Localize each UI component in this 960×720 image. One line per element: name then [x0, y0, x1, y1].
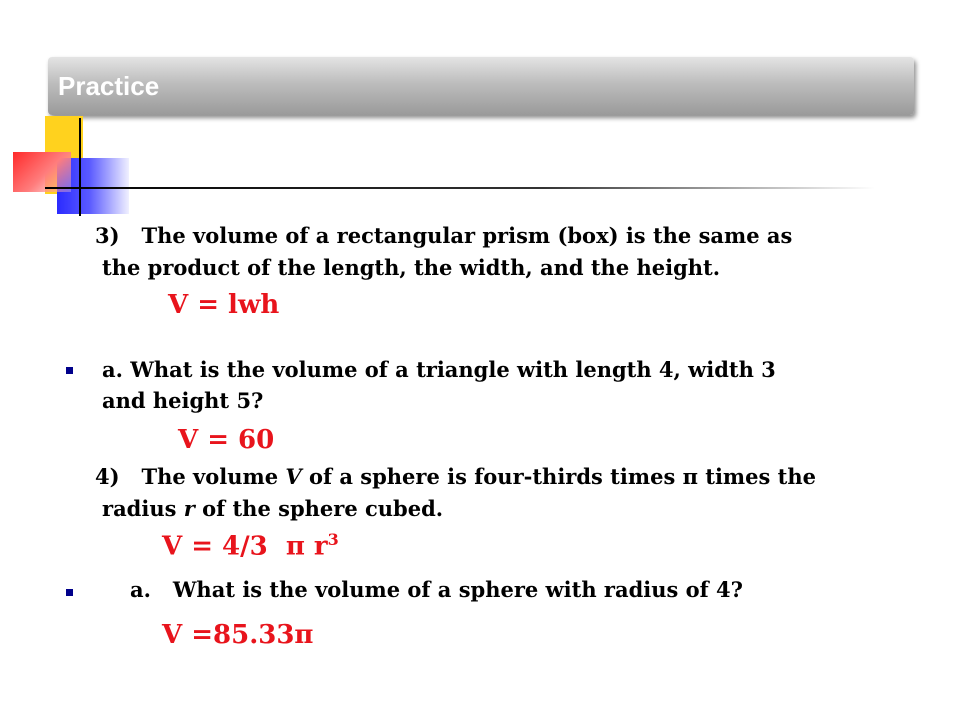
problem4-line1-part2: of a sphere is four-thirds times π times the	[301, 464, 816, 489]
horizontal-rule	[45, 187, 875, 189]
problem4-line1-part1: 4) The volume	[95, 464, 286, 489]
problem3-line1: 3) The volume of a rectangular prism (box) is the same as	[95, 223, 793, 248]
problem4-line1-var: V	[285, 464, 302, 489]
problem4-line2-part2: of the sphere cubed.	[194, 496, 444, 521]
problem3-question-line2: and height 5?	[102, 388, 264, 413]
problem4-line2-var: r	[183, 496, 195, 521]
problem4-formula-exponent: 3	[327, 530, 339, 549]
title-bar	[48, 57, 914, 115]
problem3-formula: V = lwh	[168, 290, 280, 320]
vertical-rule	[79, 118, 81, 216]
problem3-answer: V = 60	[178, 425, 275, 455]
red-square-decoration	[13, 152, 71, 192]
problem4-question: a. What is the volume of a sphere with radius of 4?	[130, 577, 743, 602]
problem3-line2: the product of the length, the width, and the height.	[102, 255, 721, 280]
problem4-formula	[162, 530, 339, 562]
problem4-line2-part1: radius	[102, 496, 184, 521]
problem4-line1	[95, 462, 816, 492]
problem3-question-line1: a. What is the volume of a triangle with length 4, width 3	[102, 357, 776, 382]
problem4-formula-main: V = 4/3 π r	[162, 531, 328, 562]
bullet-icon	[66, 367, 73, 374]
problem4-line2	[102, 494, 443, 524]
bullet-icon	[66, 589, 73, 596]
slide-title: Practice	[58, 71, 160, 101]
problem4-answer: V =85.33π	[162, 620, 314, 650]
